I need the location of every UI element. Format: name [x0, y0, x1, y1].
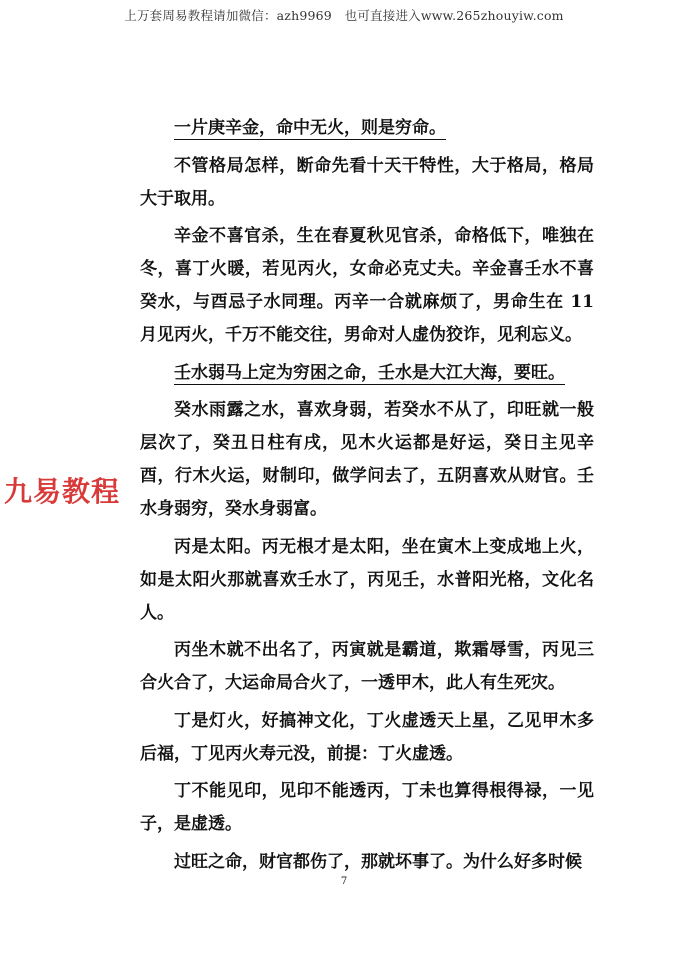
paragraph-8 [140, 705, 594, 771]
paragraph-2 [140, 150, 594, 216]
document-body [140, 112, 594, 883]
paragraph-6-text: 丙是太阳。丙无根才是太阳，坐在寅木上变成地上火，如是太阳火那就喜欢壬水了，丙见壬，水普阳光格，文化名人。 [140, 536, 594, 623]
paragraph-9-text: 丁不能见印，见印不能透丙，丁未也算得根得禄，一见子，是虚透。 [140, 781, 594, 834]
paragraph-10-text: 过旺之命，财官都伤了，那就坏事了。为什么好多时候 [174, 851, 582, 872]
paragraph-5-text: 癸水雨露之水，喜欢身弱，若癸水不从了，印旺就一般层次了，癸丑日柱有戌，见木火运都是好运，癸日主见辛酉，行木火运，财制印，做学问去了，五阴喜欢从财官。壬水身弱穷，癸水身弱富。 [140, 400, 594, 519]
paragraph-4 [140, 357, 594, 390]
paragraph-1 [140, 112, 594, 145]
paragraph-5 [140, 394, 594, 526]
page-header-banner: 上万套周易教程请加微信：azh9969 也可直接进入www.265zhouyiw.com [124, 8, 564, 23]
paragraph-9 [140, 775, 594, 841]
paragraph-4-text: 壬水弱马上定为穷困之命，壬水是大江大海，要旺。 [174, 362, 565, 383]
paragraph-1-text: 一片庚辛金，命中无火，则是穷命。 [174, 118, 446, 138]
page-number: 7 [340, 876, 348, 887]
paragraph-8-text: 丁是灯火，好搞神文化，丁火虚透天上星，乙见甲木多后福，丁见丙火寿元没，前提：丁火虚透。 [140, 710, 594, 764]
paragraph-7-text: 丙坐木就不出名了，丙寅就是霸道，欺霜辱雪，丙见三合火合了，大运命局合火了，一透甲木，此人有生死灾。 [140, 640, 594, 693]
paragraph-3-text: 辛金不喜官杀，生在春夏秋见官杀，命格低下，唯独在冬，喜丁火暖，若见丙火，女命必克丈夫。辛金喜壬水不喜癸水，与酉忌子水同理。丙辛一合就麻烦了，男命生在 11 月见丙火，千万不能交往，男命对人虚伪狡诈，见利忘义。 [140, 226, 594, 345]
paragraph-3 [140, 220, 594, 352]
paragraph-10 [140, 846, 594, 879]
paragraph-7 [140, 634, 594, 700]
paragraph-2-text: 不管格局怎样，断命先看十天干特性，大于格局，格局大于取用。 [140, 155, 594, 209]
watermark-logo-text: 九易教程 [4, 475, 121, 508]
paragraph-6 [140, 531, 594, 630]
